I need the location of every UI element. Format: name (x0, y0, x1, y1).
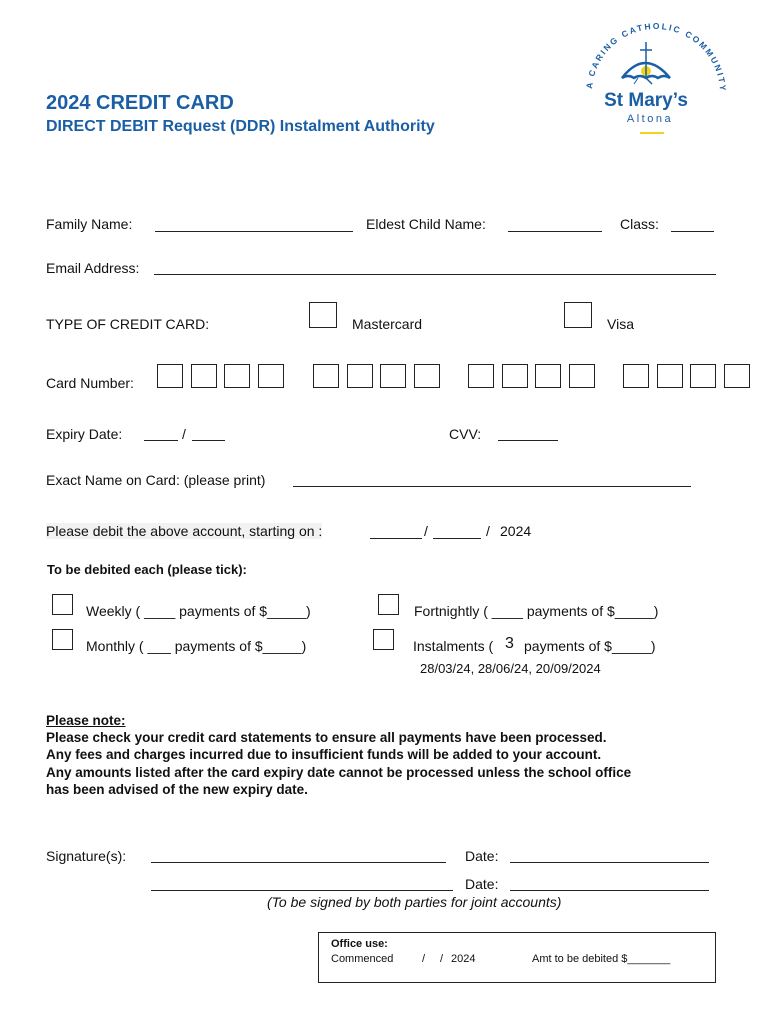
cvv-field[interactable] (498, 440, 558, 441)
instalments-checkbox[interactable] (373, 629, 394, 650)
start-day-field[interactable] (370, 538, 422, 539)
office-use-heading: Office use: (331, 938, 388, 950)
mastercard-label: Mastercard (352, 316, 423, 332)
cvv-label: CVV: (449, 426, 482, 442)
expiry-month-field[interactable] (144, 440, 178, 441)
fortnightly-label: Fortnightly ( ____ payments of $_____) (414, 603, 659, 619)
note-heading: Please note: (46, 713, 126, 728)
card-digit-box-13[interactable] (623, 364, 649, 388)
monthly-checkbox[interactable] (52, 629, 73, 650)
start-separator-2: / (486, 523, 490, 539)
note-line-1: Please check your credit card statements to ensure all payments have been processed. (46, 730, 607, 745)
card-digit-box-9[interactable] (468, 364, 494, 388)
card-number-label: Card Number: (46, 375, 134, 391)
visa-label: Visa (607, 316, 634, 332)
mastercard-checkbox[interactable] (309, 302, 337, 328)
office-year: 2024 (451, 953, 476, 965)
weekly-label: Weekly ( ____ payments of $_____) (86, 603, 311, 619)
date-field-2[interactable] (510, 890, 709, 891)
office-amount: Amt to be debited $_______ (532, 953, 671, 965)
start-year: 2024 (500, 523, 532, 539)
note-line-2: Any fees and charges incurred due to insufficient funds will be added to your account. (46, 747, 602, 762)
card-digit-box-1[interactable] (157, 364, 183, 388)
school-logo (570, 18, 735, 138)
start-date-label: Please debit the above account, starting on : (46, 523, 323, 539)
card-digit-box-3[interactable] (224, 364, 250, 388)
signature-field-2[interactable] (151, 890, 453, 891)
name-on-card-label: Exact Name on Card: (please print) (46, 472, 266, 488)
card-digit-box-12[interactable] (569, 364, 595, 388)
card-digit-box-2[interactable] (191, 364, 217, 388)
weekly-checkbox[interactable] (52, 594, 73, 615)
monthly-label: Monthly ( ___ payments of $_____) (86, 638, 307, 654)
name-on-card-field[interactable] (293, 486, 691, 487)
email-label: Email Address: (46, 260, 140, 276)
family-name-label: Family Name: (46, 216, 133, 232)
logo-name: St Mary’s (604, 90, 688, 111)
date-field-1[interactable] (510, 862, 709, 863)
instalments-label-prefix: Instalments ( (413, 638, 494, 654)
expiry-year-field[interactable] (192, 440, 225, 441)
note-line-3: Any amounts listed after the card expiry date cannot be processed unless the school office (46, 765, 632, 780)
card-digit-box-4[interactable] (258, 364, 284, 388)
date-label-2: Date: (465, 876, 499, 892)
eldest-child-label: Eldest Child Name: (366, 216, 486, 232)
page-subtitle: DIRECT DEBIT Request (DDR) Instalment Authority (46, 118, 435, 135)
card-digit-box-15[interactable] (690, 364, 716, 388)
signature-field-1[interactable] (151, 862, 446, 863)
card-digit-box-8[interactable] (414, 364, 440, 388)
office-commenced-label: Commenced (331, 953, 394, 965)
logo-arc-text: A CARING CATHOLIC COMMUNITY (584, 20, 729, 93)
fortnightly-checkbox[interactable] (378, 594, 399, 615)
signature-label: Signature(s): (46, 848, 127, 864)
start-month-field[interactable] (433, 538, 481, 539)
class-label: Class: (620, 216, 659, 232)
card-type-label: TYPE OF CREDIT CARD: (46, 316, 210, 332)
card-digit-box-10[interactable] (502, 364, 528, 388)
note-line-4: has been advised of the new expiry date. (46, 782, 308, 797)
email-field[interactable] (154, 274, 716, 275)
card-digit-box-7[interactable] (380, 364, 406, 388)
instalment-dates: 28/03/24, 28/06/24, 20/09/2024 (420, 661, 601, 676)
office-sep-1: / (422, 953, 426, 965)
visa-checkbox[interactable] (564, 302, 592, 328)
instalments-count: 3 (505, 635, 514, 652)
frequency-heading: To be debited each (please tick): (47, 562, 247, 577)
expiry-label: Expiry Date: (46, 426, 123, 442)
class-field[interactable] (671, 231, 714, 232)
card-digit-box-5[interactable] (313, 364, 339, 388)
signature-caption: (To be signed by both parties for joint accounts) (267, 894, 562, 910)
card-digit-box-6[interactable] (347, 364, 373, 388)
card-digit-box-11[interactable] (535, 364, 561, 388)
logo-place: Altona (626, 113, 674, 125)
start-separator-1: / (424, 523, 428, 539)
office-use-box (318, 932, 716, 983)
office-sep-2: / (440, 953, 444, 965)
date-label-1: Date: (465, 848, 499, 864)
instalments-label-suffix: payments of $_____) (524, 638, 656, 654)
eldest-child-field[interactable] (508, 231, 602, 232)
family-name-field[interactable] (155, 231, 353, 232)
expiry-separator: / (182, 426, 186, 442)
card-digit-box-16[interactable] (724, 364, 750, 388)
card-digit-box-14[interactable] (657, 364, 683, 388)
page-title: 2024 CREDIT CARD (46, 92, 234, 114)
